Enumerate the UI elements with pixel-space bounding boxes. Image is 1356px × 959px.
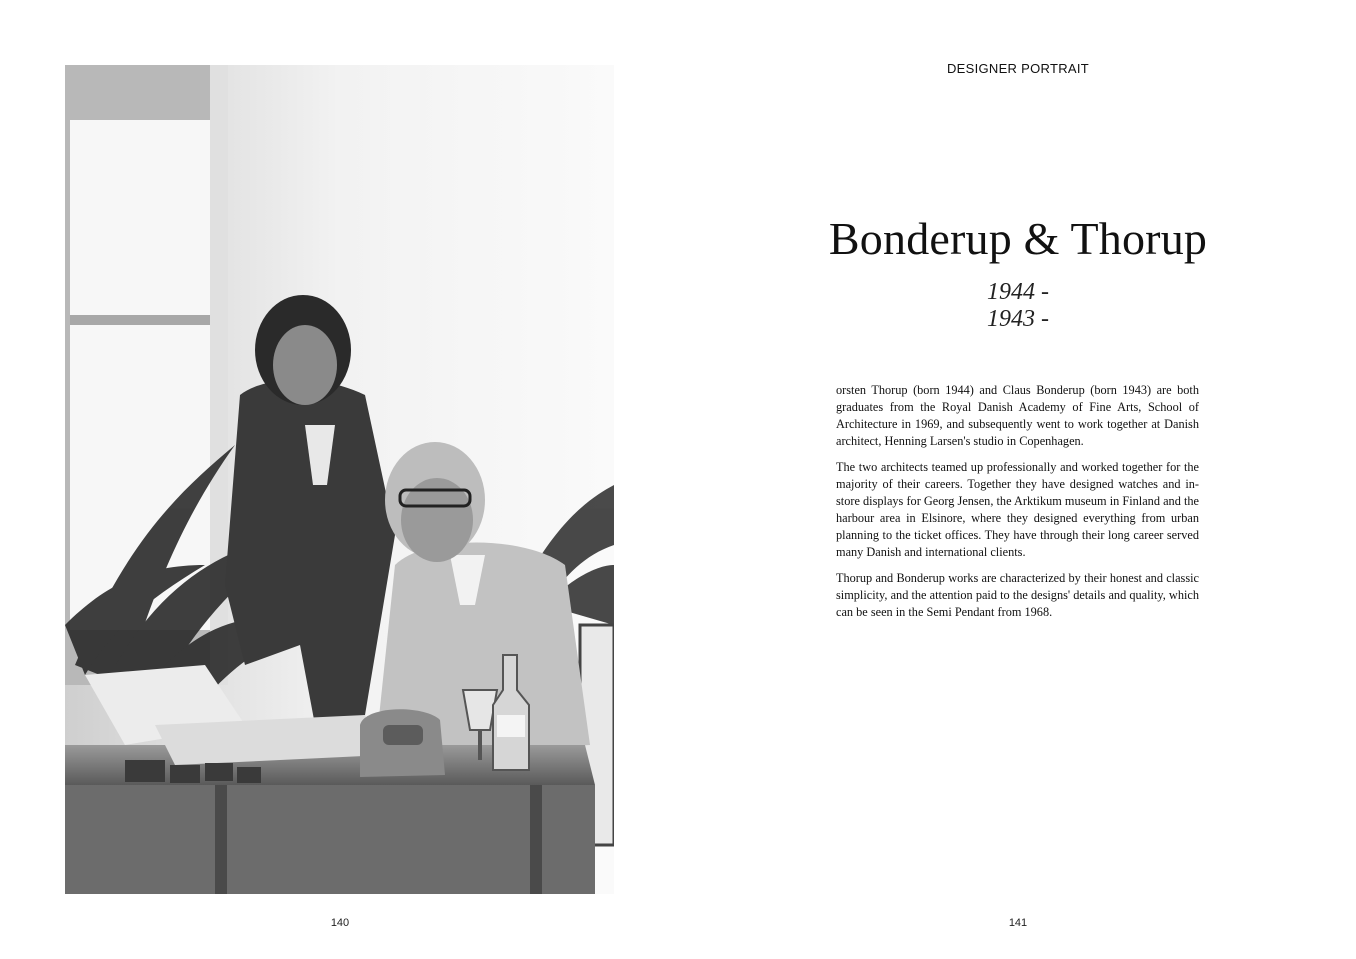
birth-year-bonderup: 1943 - [987, 306, 1049, 332]
birth-year-thorup: 1944 - [987, 279, 1049, 305]
section-label: DESIGNER PORTRAIT [946, 61, 1090, 76]
body-paragraph: The two architects teamed up professionally and worked together for the majority of their careers. Together they have designed watches and in-store displays for Georg Jensen, the Arktikum museum in Finland and the harbour area in Elsinore, where they designed everything from urban planning to the ticket offices. They have through their long career served many Danish and international clients. [836, 460, 1199, 559]
page-number-right: 141 [1008, 917, 1028, 929]
body-paragraph: orsten Thorup (born 1944) and Claus Bonderup (born 1943) are both graduates from the Royal Danish Academy of Fine Arts, School of Architecture in 1969, and subsequently went to work together at Danish architect, Henning Larsen's studio in Copenhagen. [836, 383, 1199, 448]
page-number-left: 140 [330, 917, 350, 929]
body-paragraph: Thorup and Bonderup works are characterized by their honest and classic simplicity, and the attention paid to the designs' details and quality, which can be seen in the Semi Pendant from 1968. [836, 571, 1199, 619]
article-body [836, 382, 1199, 630]
designer-portrait-photo [65, 65, 614, 894]
designer-title: Bonderup & Thorup [828, 213, 1208, 264]
designer-years [918, 279, 1118, 333]
